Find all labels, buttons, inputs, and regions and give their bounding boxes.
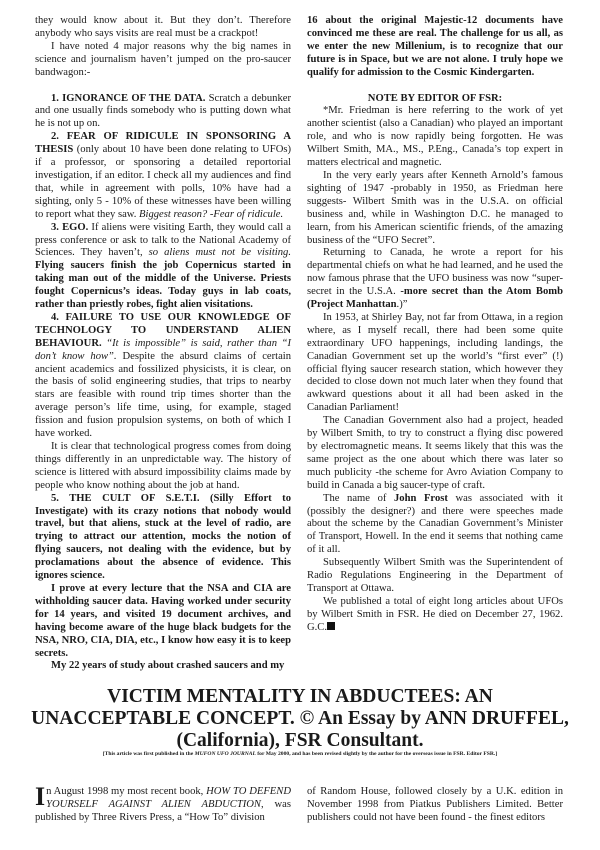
- text: , was published by Three Rivers Press, a “How To” division: [35, 799, 291, 823]
- reason-heading: 1. IGNORANCE OF THE DATA.: [51, 92, 206, 104]
- drop-cap: I: [35, 782, 46, 811]
- paragraph: [307, 247, 563, 312]
- reason-bold: Flying saucers finish the job Copernicus started in taking man out of the middle of the Universe. Priests fought Copernicus’s ideas. Today guys in lab coats, rather than priestly robes, fight alien visitations.: [35, 260, 291, 311]
- bold-text: John Frost: [394, 492, 448, 504]
- reason-text: If aliens were visiting Earth, they would call a press conference or ask to talk to the National Academy of Sciences. They haven’t,: [35, 221, 291, 259]
- end-mark-icon: [327, 622, 335, 630]
- left-column: [35, 15, 291, 673]
- paragraph: It is clear that technological progress comes from doing things differently in an unpredictable way. The history of science is littered with absurd impossibility claims made by people who know nothing about the job at hand.: [35, 441, 291, 491]
- text: The name of: [323, 492, 394, 504]
- reason-text: Scratch a debunker and one usually finds somebody who is putting down what he is not up on.: [35, 92, 291, 130]
- reason-text: (only about 10 have been done relating to UFOs) if a professor, or sponsoring a detailed reportorial investigation, if an editor. I check all my audiences and find that, while in agreement with polls, 10% have had a sighting, only 5 - 10% of these witnesses have been willing to report what they saw.: [35, 144, 291, 220]
- paragraph: In 1953, at Shirley Bay, not far from Ottawa, in a region where, as I myself recall, there had been some quite extraordinary UFO happenings, including landings, the Canadian Government set up the world’s “first ever” (!) official flying saucer research station, which however they decided to close down not much later when they found that awkward questions about it all had been asked in the Canadian Parliament!: [307, 311, 563, 414]
- paragraph: 16 about the original Majestic-12 documents have convinced me these are real. The challenge for us all, as we enter the new Millenium, is to recognize that our future is in Space, but we are not alone. I truly hope we qualify for admission to the Cosmic Kindergarten.: [307, 15, 563, 78]
- paragraph: The Canadian Government also had a project, headed by Wilbert Smith, to try to construct a flying disc powered by electromagnetic means. It seems likely that this was the same project as the one about which there was later so much publicity -the scheme for Avro Aviation Company to build in Canada a big saucer-type of craft.: [307, 415, 563, 491]
- reason-5: 5. THE CULT OF S.E.T.I. (Silly Effort to Investigate) with its crazy notions that nobody would travel, but that aliens, stuck at the level of radio, are trying to attract our attention, mocks the notion of flying saucers, not dealing with the evidence, but by proclamations about the absence of evidence. This ignores science.: [35, 492, 291, 582]
- paragraph: *Mr. Friedman is here referring to the work of yet another scientist (also a Canadian) who played an important role, and who is now rapidly being forgotten. He was Wilbert Smith, MA., MS., P.Eng., Canada’s top expert in matters electrical and magnetic.: [307, 105, 563, 169]
- article-body-left: [35, 782, 291, 824]
- reason-italic: so aliens must not be visiting.: [148, 247, 291, 259]
- paragraph: I prove at every lecture that the NSA and CIA are withholding saucer data. Having worked under security for 14 years, and visited 19 document archives, and having become aware of the huge black budgets for the NSA, NRO, CIA, DIA, etc., I know how easy it is to keep secrets.: [35, 582, 291, 659]
- reason-heading: 4. FAILURE TO USE OUR KNOWLEDGE OF TECHNOLOGY TO UNDERSTAND ALIEN BEHAVIOUR.: [35, 311, 291, 349]
- article-body-right: of Random House, followed closely by a U.K. edition in November 1998 from Piatkus Publishers Limited. Better publishers could not have been found - the finest editors: [307, 786, 563, 823]
- paragraph: My 22 years of study about crashed saucers and my: [51, 660, 285, 672]
- paragraph: Subsequently Wilbert Smith was the Superintendent of Radio Regulations Engineering in the Department of Transport at Ottawa.: [307, 557, 563, 594]
- text: .)”: [396, 299, 408, 311]
- reason-3: [35, 222, 291, 312]
- text: Returning to Canada, he wrote a report for his departmental chiefs on what he had learned, and he used the now famous phrase that the UFO business was now “super-secret in the U.S.A.: [307, 247, 563, 298]
- reason-italic: Biggest reason? -Fear of ridicule.: [139, 208, 284, 220]
- caption-text: for May 2000, and has been revised slightly by the author for the overseas issue in FSR. Editor FSR.]: [255, 751, 498, 757]
- paragraph: they would know about it. But they don’t. Therefore anybody who says visits are real must be a crackpot!: [35, 15, 291, 39]
- reason-text: Despite the absurd claims of certain ancient academics and fossilized physicists, it is clear, on the basis of solid engineering studies, that trips to nearby stars are feasible with round trip times shorter than the average person’s life time, using, for example, staged fission and fusion propulsion systems, on both of which I have worked.: [35, 350, 292, 440]
- caption-text: [This article was first published in the: [102, 751, 195, 757]
- editor-note-heading: NOTE BY EDITOR OF FSR:: [367, 92, 503, 104]
- paragraph: [307, 596, 563, 635]
- article-title: VICTIM MENTALITY IN ABDUCTEES: AN UNACCEPTABLE CONCEPT. © An Essay by ANN DRUFFEL, (California), FSR Consultant.: [31, 686, 569, 751]
- text: n August 1998 my most recent book,: [46, 786, 207, 797]
- paragraph: I have noted 4 major reasons why the big names in science and journalism haven’t jumped on the pro-saucer bandwagon:-: [35, 40, 291, 78]
- paragraph: In the very early years after Kenneth Arnold’s famous sighting of 1947 -probably in 1950, as Friedman here suggests- Wilbert Smith was in the U.S.A. on official business and, while in Washington D.C. he managed to learn, from his American scientific friends, of the amazing business of the “UFO Secret”.: [307, 169, 563, 246]
- bold-text: -more secret than the Atom Bomb (Project Manhattan: [307, 286, 563, 311]
- reason-4: [35, 312, 291, 441]
- text: We published a total of eight long articles about UFOs by Wilbert Smith in FSR. He died on December 27, 1962. G.C.: [307, 595, 563, 633]
- right-column: [307, 15, 563, 635]
- reason-italic: “It is impossible” is said, rather than “I don’t know how”.: [35, 337, 291, 362]
- reason-1: [35, 93, 291, 132]
- reason-heading: 2. FEAR OF RIDICULE IN SPONSORING A THESIS: [35, 131, 291, 156]
- reason-heading: 3. EGO.: [51, 221, 89, 233]
- book-title: HOW TO DEFEND YOURSELF AGAINST ALIEN ABDUCTION: [46, 786, 291, 810]
- reason-2: [35, 131, 291, 221]
- article-caption: [30, 750, 570, 758]
- text: was associated with it (possibly the designer?) and there were speeches made about the scheme by the Canadian Government’s Minister of Transport, Howell. In the end it seems that nothing came of it all.: [307, 492, 563, 556]
- caption-journal: MUFON UFO JOURNAL: [194, 751, 256, 757]
- paragraph: [307, 493, 563, 558]
